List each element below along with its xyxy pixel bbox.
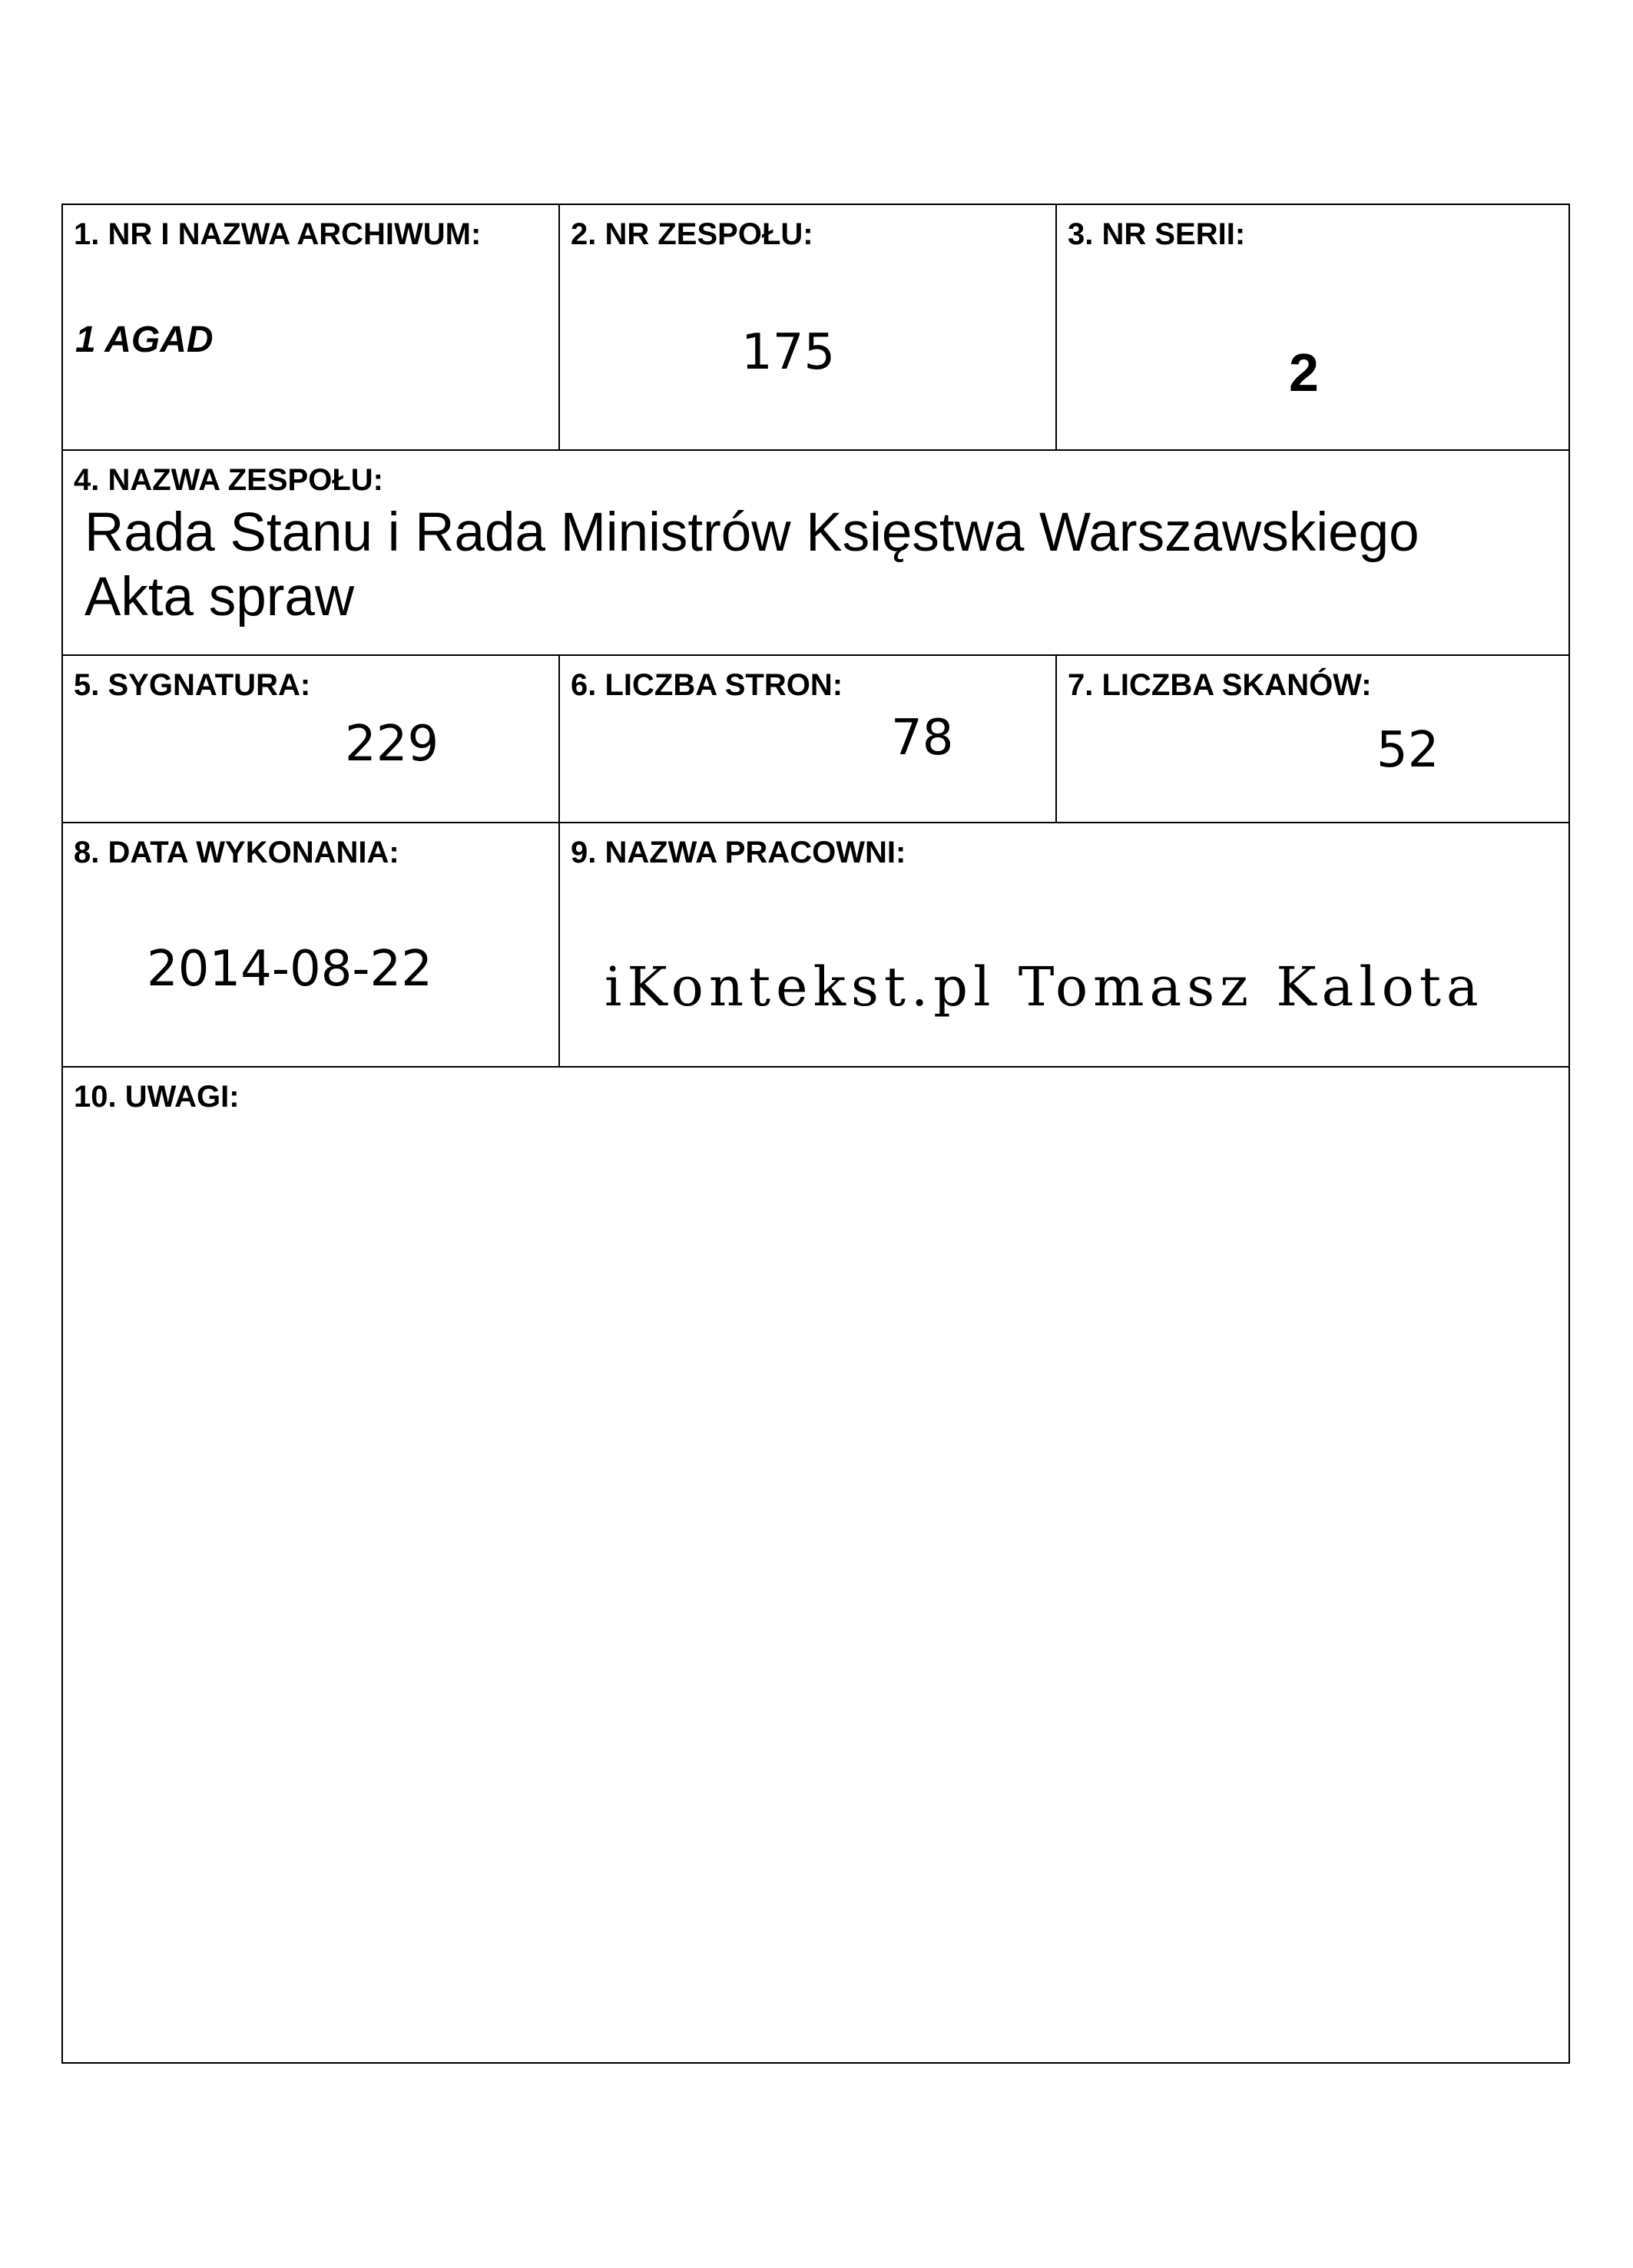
date-label: 8. DATA WYKONANIA: (74, 836, 399, 869)
workshop-value: iKontekst.pl Tomasz Kalota (605, 955, 1484, 1018)
page-count-cell (558, 654, 1055, 822)
scan-count-value: 52 (1376, 722, 1439, 779)
fonds-number-cell (558, 205, 1055, 449)
archive-value: 1 AGAD (75, 320, 214, 360)
fonds-name-label: 4. NAZWA ZESPOŁU: (74, 463, 383, 497)
fonds-number-label: 2. NR ZESPOŁU: (571, 217, 813, 251)
workshop-label: 9. NAZWA PRACOWNI: (571, 836, 906, 869)
metadata-form (61, 204, 1570, 2064)
date-value: 2014-08-22 (147, 941, 432, 998)
fonds-name-line-1: Rada Stanu i Rada Ministrów Księstwa Warszawskiego (84, 502, 1419, 563)
signature-label: 5. SYGNATURA: (74, 668, 311, 702)
scan-count-cell (1055, 654, 1570, 822)
scan-count-label: 7. LICZBA SKANÓW: (1068, 668, 1372, 702)
page-count-value: 78 (891, 710, 954, 766)
fonds-number-value: 175 (741, 324, 836, 381)
date-cell (63, 822, 558, 1066)
page-count-label: 6. LICZBA STRON: (571, 668, 843, 702)
archive-cell (63, 205, 558, 449)
signature-value: 229 (345, 716, 439, 773)
archive-label: 1. NR I NAZWA ARCHIWUM: (74, 217, 482, 251)
fonds-name-line-2: Akta spraw (84, 567, 355, 627)
series-number-label: 3. NR SERII: (1068, 217, 1246, 251)
fonds-name-cell (63, 449, 1570, 654)
series-number-value: 2 (1289, 343, 1319, 402)
notes-cell (63, 1066, 1570, 2064)
signature-cell (63, 654, 558, 822)
series-number-cell (1055, 205, 1570, 449)
workshop-cell (558, 822, 1570, 1066)
notes-label: 10. UWAGI: (74, 1080, 240, 1114)
